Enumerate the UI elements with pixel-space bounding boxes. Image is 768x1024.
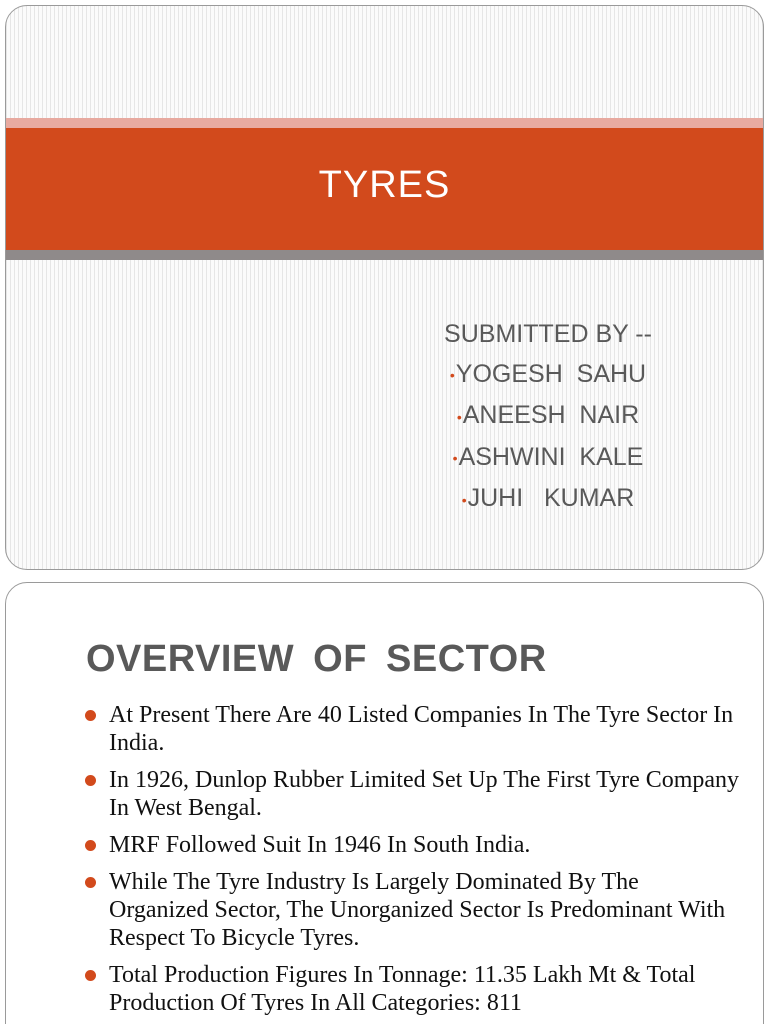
bullet-item <box>82 868 742 952</box>
member-name: YOGESH SAHU <box>455 360 647 388</box>
title-band-top-stripe <box>6 118 763 128</box>
bullet-dot-icon: • <box>452 450 458 467</box>
slide-heading: OVERVIEW OF SECTOR <box>86 638 547 680</box>
submitted-by-block <box>428 314 668 520</box>
title-band <box>6 128 763 250</box>
bullet-list <box>82 701 742 1024</box>
bullet-item <box>82 701 742 757</box>
bullet-text: Total Production Figures In Tonnage: 11.35 Lakh Mt & Total Production Of Tyres In All Categories: 811 <box>109 962 696 1016</box>
slide-title: TYRES <box>318 163 451 206</box>
bullet-dot-icon <box>85 840 96 851</box>
bullet-item <box>82 831 742 859</box>
member-item <box>428 437 668 478</box>
title-slide <box>5 5 764 570</box>
bullet-item <box>82 766 742 822</box>
submitted-by-label: SUBMITTED BY -- <box>444 320 652 348</box>
bullet-text: While The Tyre Industry Is Largely Dominated By The Organized Sector, The Unorganized Sector Is Predominant With Respect To Bicycle Tyres. <box>109 869 726 951</box>
bullet-dot-icon: • <box>456 408 462 425</box>
bullet-dot-icon <box>85 970 96 981</box>
bullet-text: At Present There Are 40 Listed Companies In The Tyre Sector In India. <box>109 702 734 756</box>
bullet-dot-icon: • <box>461 491 467 508</box>
bullet-text: In 1926, Dunlop Rubber Limited Set Up The First Tyre Company In West Bengal. <box>109 767 740 821</box>
member-name: JUHI KUMAR <box>467 484 635 513</box>
member-item <box>428 395 668 436</box>
bullet-item <box>82 961 742 1017</box>
member-item <box>428 354 668 395</box>
bullet-dot-icon: • <box>449 367 455 384</box>
bullet-text: MRF Followed Suit In 1946 In South India. <box>109 832 531 858</box>
overview-slide <box>5 582 764 1024</box>
bullet-dot-icon <box>85 775 96 786</box>
title-band-bottom-stripe <box>6 250 763 260</box>
bullet-dot-icon <box>85 710 96 721</box>
member-name: ANEESH NAIR <box>462 401 640 430</box>
member-item <box>428 478 668 519</box>
bullet-dot-icon <box>85 877 96 888</box>
member-name: ASHWINI KALE <box>458 442 644 471</box>
